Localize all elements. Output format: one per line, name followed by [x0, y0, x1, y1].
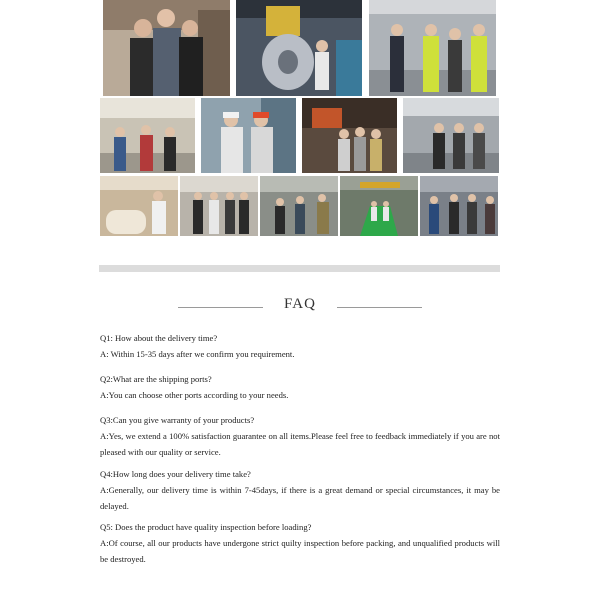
faq-answer: A:Yes, we extend a 100% satisfaction guarantee on all items.Please feel free to feedback immediately if you are not pleased with our quality or service.	[100, 431, 500, 457]
photo-client-visit	[420, 176, 498, 236]
photo-furnace-visit	[302, 98, 397, 173]
photo-workshop-meeting	[260, 176, 338, 236]
faq-answer: A:Of course, all our products have undergone strict quilty inspection before packing, and unqualified products will be destroyed.	[100, 538, 500, 564]
photo-production-line	[340, 176, 418, 236]
photo-factory-tour	[100, 98, 195, 173]
faq-item-4	[100, 466, 500, 514]
faq-question: Q2:What are the shipping ports?	[100, 374, 212, 384]
faq-question: Q1: How about the delivery time?	[100, 333, 218, 343]
faq-question: Q5: Does the product have quality inspection before loading?	[100, 522, 312, 532]
faq-answer: A:You can choose other ports according to your needs.	[100, 390, 289, 400]
photo-office-group	[180, 176, 258, 236]
faq-question: Q3:Can you give warranty of your products?	[100, 415, 255, 425]
faq-header	[0, 296, 600, 320]
photo-warehouse-walk	[403, 98, 499, 173]
photo-hardhat-inspection	[201, 98, 296, 173]
photo-group-handshake	[103, 0, 230, 96]
faq-item-1	[100, 330, 500, 362]
faq-question: Q4:How long does your delivery time take?	[100, 469, 251, 479]
faq-answer: A: Within 15-35 days after we confirm you requirement.	[100, 349, 295, 359]
faq-right-rule	[337, 307, 422, 308]
faq-item-2	[100, 371, 500, 403]
photo-workers-hi-vis	[369, 0, 496, 96]
faq-item-5	[100, 519, 500, 567]
faq-left-rule	[178, 307, 263, 308]
photo-pipe-inspection	[100, 176, 178, 236]
faq-title: FAQ	[284, 296, 316, 312]
faq-item-3	[100, 412, 500, 460]
photo-steel-coil-crane	[236, 0, 362, 96]
faq-answer: A:Generally, our delivery time is within 7-45days, if there is a great demand or special circumstances, it may be delayed.	[100, 485, 500, 511]
section-divider	[99, 265, 500, 272]
